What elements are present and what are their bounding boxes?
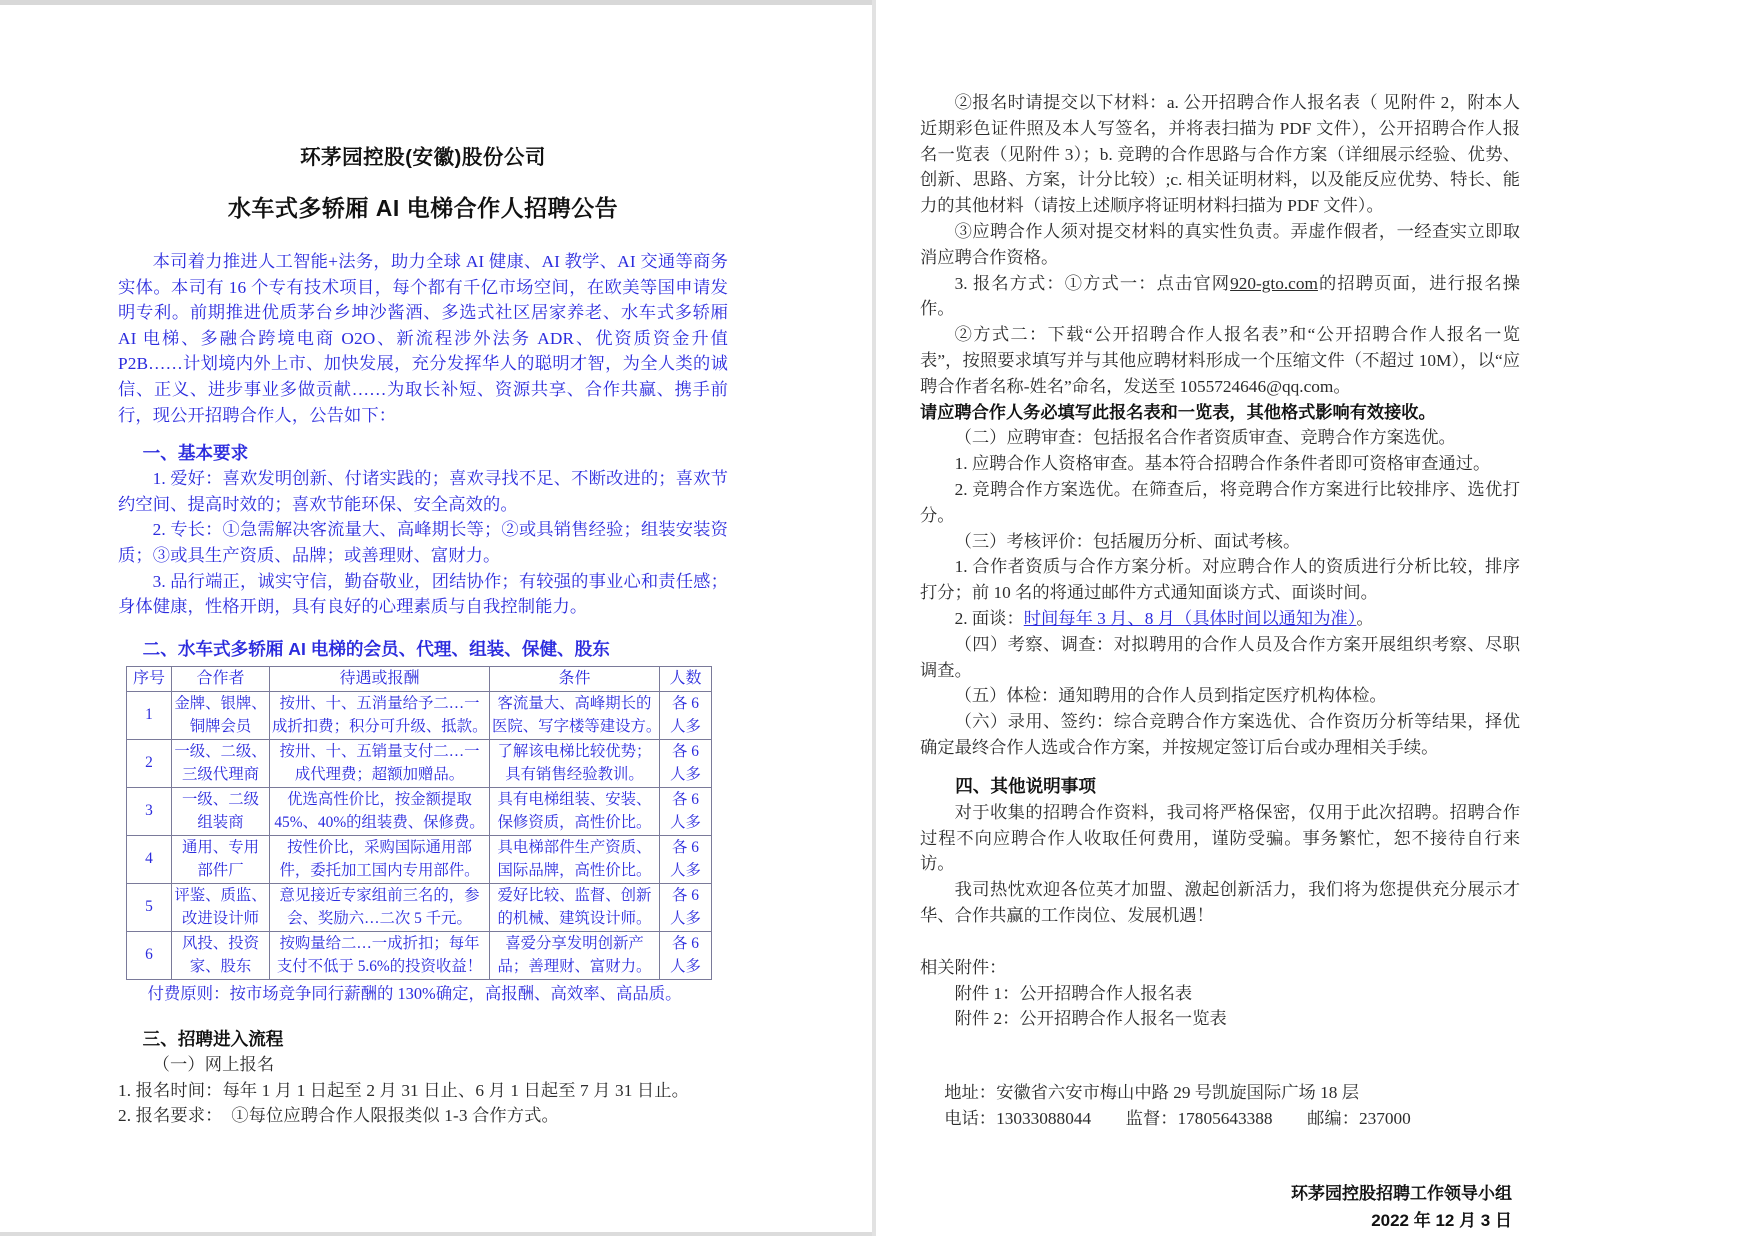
- col-header-cond: 条件: [490, 666, 660, 692]
- cell-pay-2: 按卅、十、五销量支付二…一 成代理费；超额加赠品。: [270, 740, 490, 788]
- cooperation-table: [126, 666, 712, 981]
- other-item-5: （五）体检：通知聘用的合作人员到指定医疗机构体检。: [954, 686, 1387, 706]
- cell-pay-4: 按性价比，采购国际通用部 件，委托加工国内专用部件。: [270, 836, 490, 884]
- item-3-authenticity: ③应聘合作人须对提交材料的真实性负责。弄虚作假者，一经查实立即取消应聘合作资格。: [920, 221, 1520, 267]
- section-heading-3: 三、招聘进入流程: [142, 1029, 284, 1050]
- col-header-who: 合作者: [172, 666, 270, 692]
- cell-cond-6: 喜爱分享发明创新产 品；善理财、富财力。: [490, 932, 660, 980]
- col-header-no: 序号: [127, 666, 172, 692]
- cell-who-1: 金牌、银牌、 铜牌会员: [172, 692, 270, 740]
- interview-time: 时间每年 3 月、8 月（具体时间以通知为准）: [1023, 608, 1357, 628]
- item-2-materials: ②报名时请提交以下材料：a. 公开招聘合作人报名表（ 见附件 2，附本人近期彩色证件照及本人写签名，并将表扫描为 PDF 文件），公开招聘合作人报名一览表（见附件 3）；b. 竞聘的合作思路与合作方案（详细展示经验、优势、创新、思路、方案，计分比较）;c. 相关证明材料，以及能反应优势、特长、能力的其他材料（请按上述顺序将证明材料扫描为 PDF 文件）。: [920, 93, 1520, 216]
- table-row: [127, 740, 712, 788]
- apply-method-line: [920, 271, 1520, 323]
- section1-item-3: 3. 品行端正，诚实守信，勤奋敬业，团结协作；有较强的事业心和责任感；身体健康，性格开朗，具有良好的心理素质与自我控制能力。: [118, 571, 728, 617]
- other-item-4: （四）考察、调查：对拟聘用的合作人员及合作方案开展组织考察、尽职调查。: [920, 634, 1520, 680]
- review-item-2: 2. 竞聘合作方案选优。在筛查后，将竞聘合作方案进行比较排序、选优打分。: [920, 479, 1520, 525]
- table-row: [127, 932, 712, 980]
- attachment-2: 附件 2：公开招聘合作人报名一览表: [954, 1009, 1227, 1029]
- cell-no-4: 4: [127, 836, 172, 884]
- cell-no-5: 5: [127, 884, 172, 932]
- cell-no-2: 2: [127, 740, 172, 788]
- form-required-notice: 请应聘合作人务必填写此报名表和一览表，其他格式影响有效接收。: [920, 401, 1436, 422]
- table-footnote: 付费原则：按市场竞争同行薪酬的 130%确定，高报酬、高效率、高品质。: [147, 984, 682, 1004]
- scan-edge-top-left: [0, 0, 872, 5]
- apply-method-tail: 的招聘页面，进行报名操作。: [920, 273, 1520, 319]
- intro-paragraph: 本司着力推进人工智能+法务，助力全球 AI 健康、AI 教学、AI 交通等商务实体。本司有 16 个专有技术项目，每个都有千亿市场空间，在欧美等国申请发明专利。前期推进优质茅台乡坤沙酱酒、多选式社区居家养老、水车式多轿厢 AI 电梯、多融合跨境电商 O2O、新流程涉外法务 ADR、优资质资金升值 P2B……计划境内外上市、加快发展，充分发挥华人的聪明才智，为全人类的诚信、正义、进步事业多做贡献……为取长补短、资源共享、合作共赢、携手前行，现公开招聘合作人，公告如下：: [118, 252, 728, 425]
- section-heading-1: 一、基本要求: [142, 443, 249, 464]
- section3-sub: （一）网上报名: [152, 1055, 275, 1075]
- col-header-num: 人数: [660, 666, 712, 692]
- table-header-row: [127, 666, 712, 692]
- review-heading: （二）应聘审查：包括报名合作者资质审查、竞聘合作方案选优。: [954, 428, 1456, 448]
- signature-org: 环茅园控股招聘工作领导小组: [1291, 1183, 1512, 1203]
- section1-item-1: 1. 爱好：喜欢发明创新、付诸实践的；喜欢寻找不足、不断改进的；喜欢节约空间、提高时效的；喜欢节能环保、安全高效的。: [118, 469, 728, 514]
- table-row: [127, 692, 712, 740]
- table-row: [127, 788, 712, 836]
- cell-pay-6: 按购量给二…一成折扣；每年 支付不低于 5.6%的投资收益！: [270, 932, 490, 980]
- cell-cond-2: 了解该电梯比较优势； 具有销售经验教训。: [490, 740, 660, 788]
- contact-address: 地址：安徽省六安市梅山中路 29 号凯旋国际广场 18 层: [944, 1083, 1359, 1103]
- cell-pay-5: 意见接近专家组前三名的，参 会、奖励六…二次 5 千元。: [270, 884, 490, 932]
- cell-pay-3: 优选高性价比，按金额提取 45%、40%的组装费、保修费。: [270, 788, 490, 836]
- company-name: 环茅园控股(安徽)股份公司: [300, 146, 546, 169]
- cell-num-6: 各 6 人多: [660, 932, 712, 980]
- scan-edge-bottom-left: [0, 1232, 872, 1236]
- section-heading-4: 四、其他说明事项: [955, 775, 1096, 796]
- cell-cond-3: 具有电梯组装、安装、 保修资质，高性价比。: [490, 788, 660, 836]
- section3-item-2: 2. 报名要求： ①每位应聘合作人限报类似 1-3 合作方式。: [118, 1106, 559, 1126]
- page-gutter: [872, 0, 876, 1236]
- cell-num-1: 各 6 人多: [660, 692, 712, 740]
- cell-no-1: 1: [127, 692, 172, 740]
- interview-label: 2. 面谈：: [954, 608, 1024, 628]
- contact-phone: 电话：13033088044 监督：17805643388 邮编：237000: [944, 1108, 1411, 1128]
- signature-date: 2022 年 12 月 3 日: [1371, 1210, 1512, 1230]
- evaluation-item-1: 1. 合作者资质与合作方案分析。对应聘合作人的资质进行分析比较，排序打分；前 10 名的将通过邮件方式通知面谈方式、面谈时间。: [920, 557, 1520, 603]
- cell-no-6: 6: [127, 932, 172, 980]
- cell-no-3: 3: [127, 788, 172, 836]
- cell-num-5: 各 6 人多: [660, 884, 712, 932]
- cell-cond-5: 爱好比较、监督、创新 的机械、建筑设计师。: [490, 884, 660, 932]
- evaluation-heading: （三）考核评价：包括履历分析、面试考核。: [954, 531, 1301, 551]
- scan-edge-top-right: [876, 0, 1738, 5]
- attachment-1: 附件 1：公开招聘合作人报名表: [954, 983, 1193, 1003]
- table-row: [127, 836, 712, 884]
- attachments-label: 相关附件：: [920, 957, 1007, 977]
- section4-para-2: 我司热忱欢迎各位英才加盟、激起创新活力，我们将为您提供充分展示才华、合作共赢的工作岗位、发展机遇！: [920, 880, 1520, 925]
- col-header-pay: 待遇或报酬: [270, 666, 490, 692]
- official-site-link[interactable]: 920-gto.com: [1230, 273, 1318, 293]
- section4-para-1: 对于收集的招聘合作资料，我司将严格保密，仅用于此次招聘。招聘合作过程不向应聘合作人收取任何费用，谨防受骗。事务繁忙，恕不接待自行来访。: [920, 802, 1520, 874]
- cell-who-5: 评鉴、质监、 改进设计师: [172, 884, 270, 932]
- apply-method-label: 3. 报名方式：①方式一：点击官网: [954, 273, 1231, 293]
- cell-cond-4: 具电梯部件生产资质、 国际品牌，高性价比。: [490, 836, 660, 884]
- section1-item-2: 2. 专长：①急需解决客流量大、高峰期长等；②或具销售经验；组装安装资质；③或具生产资质、品牌；或善理财、富财力。: [118, 520, 728, 565]
- cell-cond-1: 客流量大、高峰期长的 医院、写字楼等建设方。: [490, 692, 660, 740]
- cell-num-3: 各 6 人多: [660, 788, 712, 836]
- section-heading-2: 二、水车式多轿厢 AI 电梯的会员、代理、组装、保健、股东: [142, 638, 610, 659]
- cell-who-6: 风投、投资 家、股东: [172, 932, 270, 980]
- cell-num-4: 各 6 人多: [660, 836, 712, 884]
- other-item-6: （六）录用、签约：综合竞聘合作方案选优、合作资历分析等结果，择优确定最终合作人选或合作方案，并按规定签订后台或办理相关手续。: [920, 712, 1520, 757]
- cell-who-2: 一级、二级、 三级代理商: [172, 740, 270, 788]
- section3-item-1: 1. 报名时间：每年 1 月 1 日起至 2 月 31 日止、6 月 1 日起至 7 月 31 日止。: [118, 1080, 690, 1100]
- apply-method-2: ②方式二：下载“公开招聘合作人报名表”和“公开招聘合作人报名一览表”，按照要求填写并与其他应聘材料形成一个压缩文件（不超过 10M），以“应聘合作者名称-姓名”命名，发送至 1055724646@qq.com。: [920, 325, 1520, 396]
- review-item-1: 1. 应聘合作人资格审查。基本符合招聘合作条件者即可资格审查通过。: [954, 454, 1491, 474]
- cell-pay-1: 按卅、十、五消量给予二…一 成折扣费；积分可升级、抵款。: [270, 692, 490, 740]
- cell-who-3: 一级、二级 组装商: [172, 788, 270, 836]
- interview-line: [920, 606, 1520, 632]
- page-title: 水车式多轿厢 AI 电梯合作人招聘公告: [227, 195, 619, 221]
- cell-who-4: 通用、专用 部件厂: [172, 836, 270, 884]
- cell-num-2: 各 6 人多: [660, 740, 712, 788]
- table-row: [127, 884, 712, 932]
- interview-tail: 。: [1356, 608, 1374, 628]
